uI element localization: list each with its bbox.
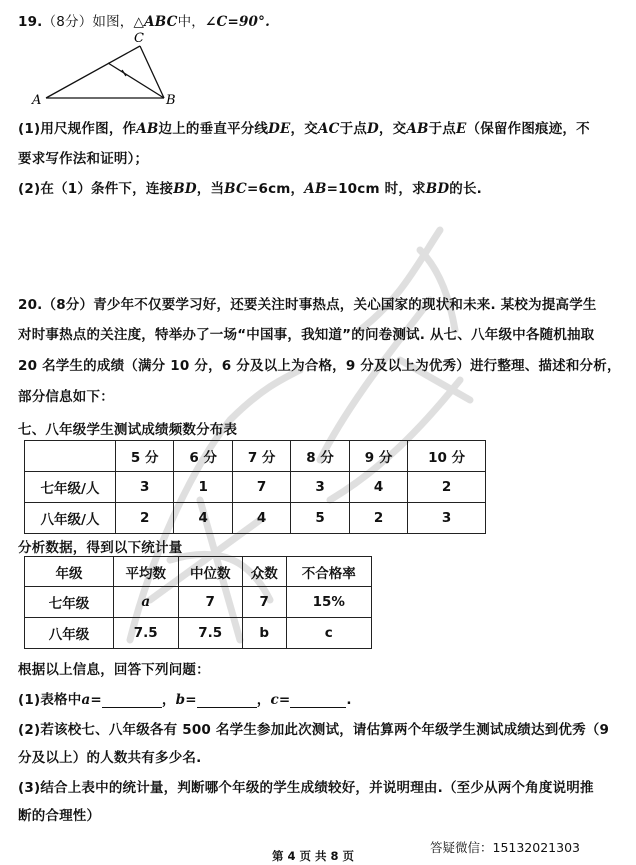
table-row: [25, 557, 372, 587]
table-row: [25, 472, 486, 503]
vertex-label-a: A: [32, 93, 42, 108]
q19-p2-bd: BD: [173, 181, 197, 197]
q19-p1-ab: AB: [136, 121, 159, 137]
frequency-table: [24, 440, 486, 534]
inner-mark: [122, 70, 126, 76]
q20-sub3-line2: 断的合理性）: [18, 808, 101, 824]
q20-line3: 20 名学生的成绩（满分 10 分，6 分及以上为合格，9 分及以上为优秀）进行整理、描述和分析，: [18, 358, 621, 374]
table-cell: 年级: [25, 557, 114, 587]
table-cell: 3: [408, 503, 486, 534]
q20-sub1-c: c: [270, 692, 279, 708]
q19-p1-de: DE: [268, 121, 291, 137]
q19-stem: [18, 10, 270, 30]
q19-p1-ac: AC: [317, 121, 340, 137]
q19-p2-bc: BC: [224, 181, 247, 197]
table-cell: [114, 587, 179, 618]
q20-sub1-eq1: =: [90, 692, 102, 708]
stats-table-title: 分析数据，得到以下统计量: [18, 540, 183, 556]
q20-line2: 对时事热点的关注度，特举办了一场“中国事，我知道”的问卷测试. 从七、八年级中各随机抽取: [18, 327, 595, 343]
q19-p1-text-c: ，交: [290, 121, 318, 137]
q19-part1-line1: [18, 117, 590, 137]
table-cell: 1: [174, 472, 232, 503]
q20-sub1-sep1: ，: [161, 692, 176, 708]
q19-p1-D: D: [366, 121, 379, 137]
q20-sub3-line1: (3)结合上表中的统计量，判断哪个年级的学生成绩较好，并说明理由.（至少从两个角度说明推: [18, 780, 594, 796]
q19-p2-text-d: =10cm 时，求: [326, 181, 426, 197]
table-row: [25, 503, 486, 534]
table-cell: 2: [349, 503, 407, 534]
table-cell: 八年级: [25, 618, 114, 649]
table-cell: 9 分: [349, 441, 407, 472]
table-cell: 4: [174, 503, 232, 534]
q20-sub1-a: a: [81, 692, 91, 708]
table-cell: 7.5: [178, 618, 243, 649]
page-number: 第 4 页 共 8 页: [272, 849, 355, 863]
q19-p1-text-e: ，交: [378, 121, 407, 137]
q19-p1-text-a: (1)用尺规作图，作: [18, 121, 137, 137]
table-cell: 7.5: [114, 618, 179, 649]
table-cell: 15%: [286, 587, 371, 618]
vertex-label-c: C: [134, 31, 144, 46]
vertex-label-b: B: [166, 93, 176, 108]
answer-blank-c[interactable]: [290, 693, 346, 708]
table-cell: 七年级: [25, 587, 114, 618]
table-cell: 6 分: [174, 441, 232, 472]
table-cell: 5: [291, 503, 349, 534]
q20-sub1: [18, 688, 352, 708]
q20-sub2-line1: (2)若该校七、八年级各有 500 名学生参加此次测试，请估算两个年级学生测试成绩达到优秀（9: [18, 722, 610, 738]
q20-sub1-sep2: ，: [256, 692, 271, 708]
contact-info: 答疑微信：15132021303: [430, 840, 580, 855]
table-cell: 4: [349, 472, 407, 503]
table-cell: 4: [232, 503, 290, 534]
q20-sub1-eq3: =: [278, 692, 291, 708]
q19-p1-text-f: 于点: [428, 121, 457, 137]
q19-p1-text-d: 于点: [339, 121, 367, 137]
statistics-table: [24, 556, 372, 649]
q20-sub1-eq2: =: [185, 692, 197, 708]
q19-stem-text: 如图，: [92, 14, 134, 30]
freq-table-title: 七、八年级学生测试成绩频数分布表: [18, 422, 238, 438]
table-cell: 八年级/人: [25, 503, 116, 534]
table-cell: 七年级/人: [25, 472, 116, 503]
q20-sub1-text: (1)表格中: [18, 692, 82, 708]
q19-p2-bd2: BD: [425, 181, 450, 197]
side-ac: [46, 46, 140, 98]
q20-line4: 部分信息如下：: [18, 389, 114, 405]
q20-sub1-b: b: [175, 692, 186, 708]
table-cell: 众数: [243, 557, 287, 587]
table-cell: 平均数: [114, 557, 179, 587]
table-cell: 8 分: [291, 441, 349, 472]
q19-angle: ∠C=90°.: [204, 14, 270, 30]
answer-blank-b[interactable]: [197, 693, 257, 708]
q19-p2-text-b: ，当: [196, 181, 225, 197]
table-cell: 2: [116, 503, 174, 534]
q19-p1-text-g: （保留作图痕迹，不: [466, 121, 590, 137]
q20-sub1-end: .: [346, 692, 352, 708]
table-cell: c: [286, 618, 371, 649]
table-cell: 3: [291, 472, 349, 503]
q19-p1-ab2: AB: [406, 121, 429, 137]
q19-number: 19.: [18, 14, 43, 30]
q19-p2-text-c: =6cm，: [246, 181, 305, 197]
table-cell: 7: [178, 587, 243, 618]
q19-part2: [18, 177, 482, 197]
table-cell: 2: [408, 472, 486, 503]
q20-line1: 20.（8分）青少年不仅要学习好，还要关注时事热点，关心国家的现状和未来. 某校为提高学生: [18, 297, 597, 313]
q19-triangle: △ABC: [133, 14, 178, 30]
table-row: [25, 618, 372, 649]
table-cell: 7 分: [232, 441, 290, 472]
q19-part1-line2: 要求写作法和证明）；: [18, 151, 149, 167]
q19-points: （8分）: [42, 14, 93, 30]
answer-blank-a[interactable]: [102, 693, 162, 708]
q19-p2-ab: AB: [304, 181, 327, 197]
q19-p1-text-b: 边上的垂直平分线: [158, 121, 269, 137]
q19-p1-E: E: [456, 121, 467, 137]
table-cell: 3: [116, 472, 174, 503]
table-cell: 5 分: [116, 441, 174, 472]
table-cell: [25, 441, 116, 472]
table-cell: 10 分: [408, 441, 486, 472]
q20-prompt: 根据以上信息，回答下列问题：: [18, 662, 210, 678]
table-cell: 7: [243, 587, 287, 618]
table-cell: 不合格率: [286, 557, 371, 587]
q19-p2-text-a: (2)在（1）条件下，连接: [18, 181, 174, 197]
q20-sub2-line2: 分及以上）的人数共有多少名.: [18, 750, 202, 766]
table-cell: 7: [232, 472, 290, 503]
triangle-figure: [30, 30, 230, 110]
stat-a: a: [141, 594, 151, 610]
table-row: [25, 587, 372, 618]
table-cell: 中位数: [178, 557, 243, 587]
table-cell: b: [243, 618, 287, 649]
q19-stem-text-2: 中，: [177, 14, 205, 30]
table-row: [25, 441, 486, 472]
q19-p2-text-e: 的长.: [449, 181, 482, 197]
